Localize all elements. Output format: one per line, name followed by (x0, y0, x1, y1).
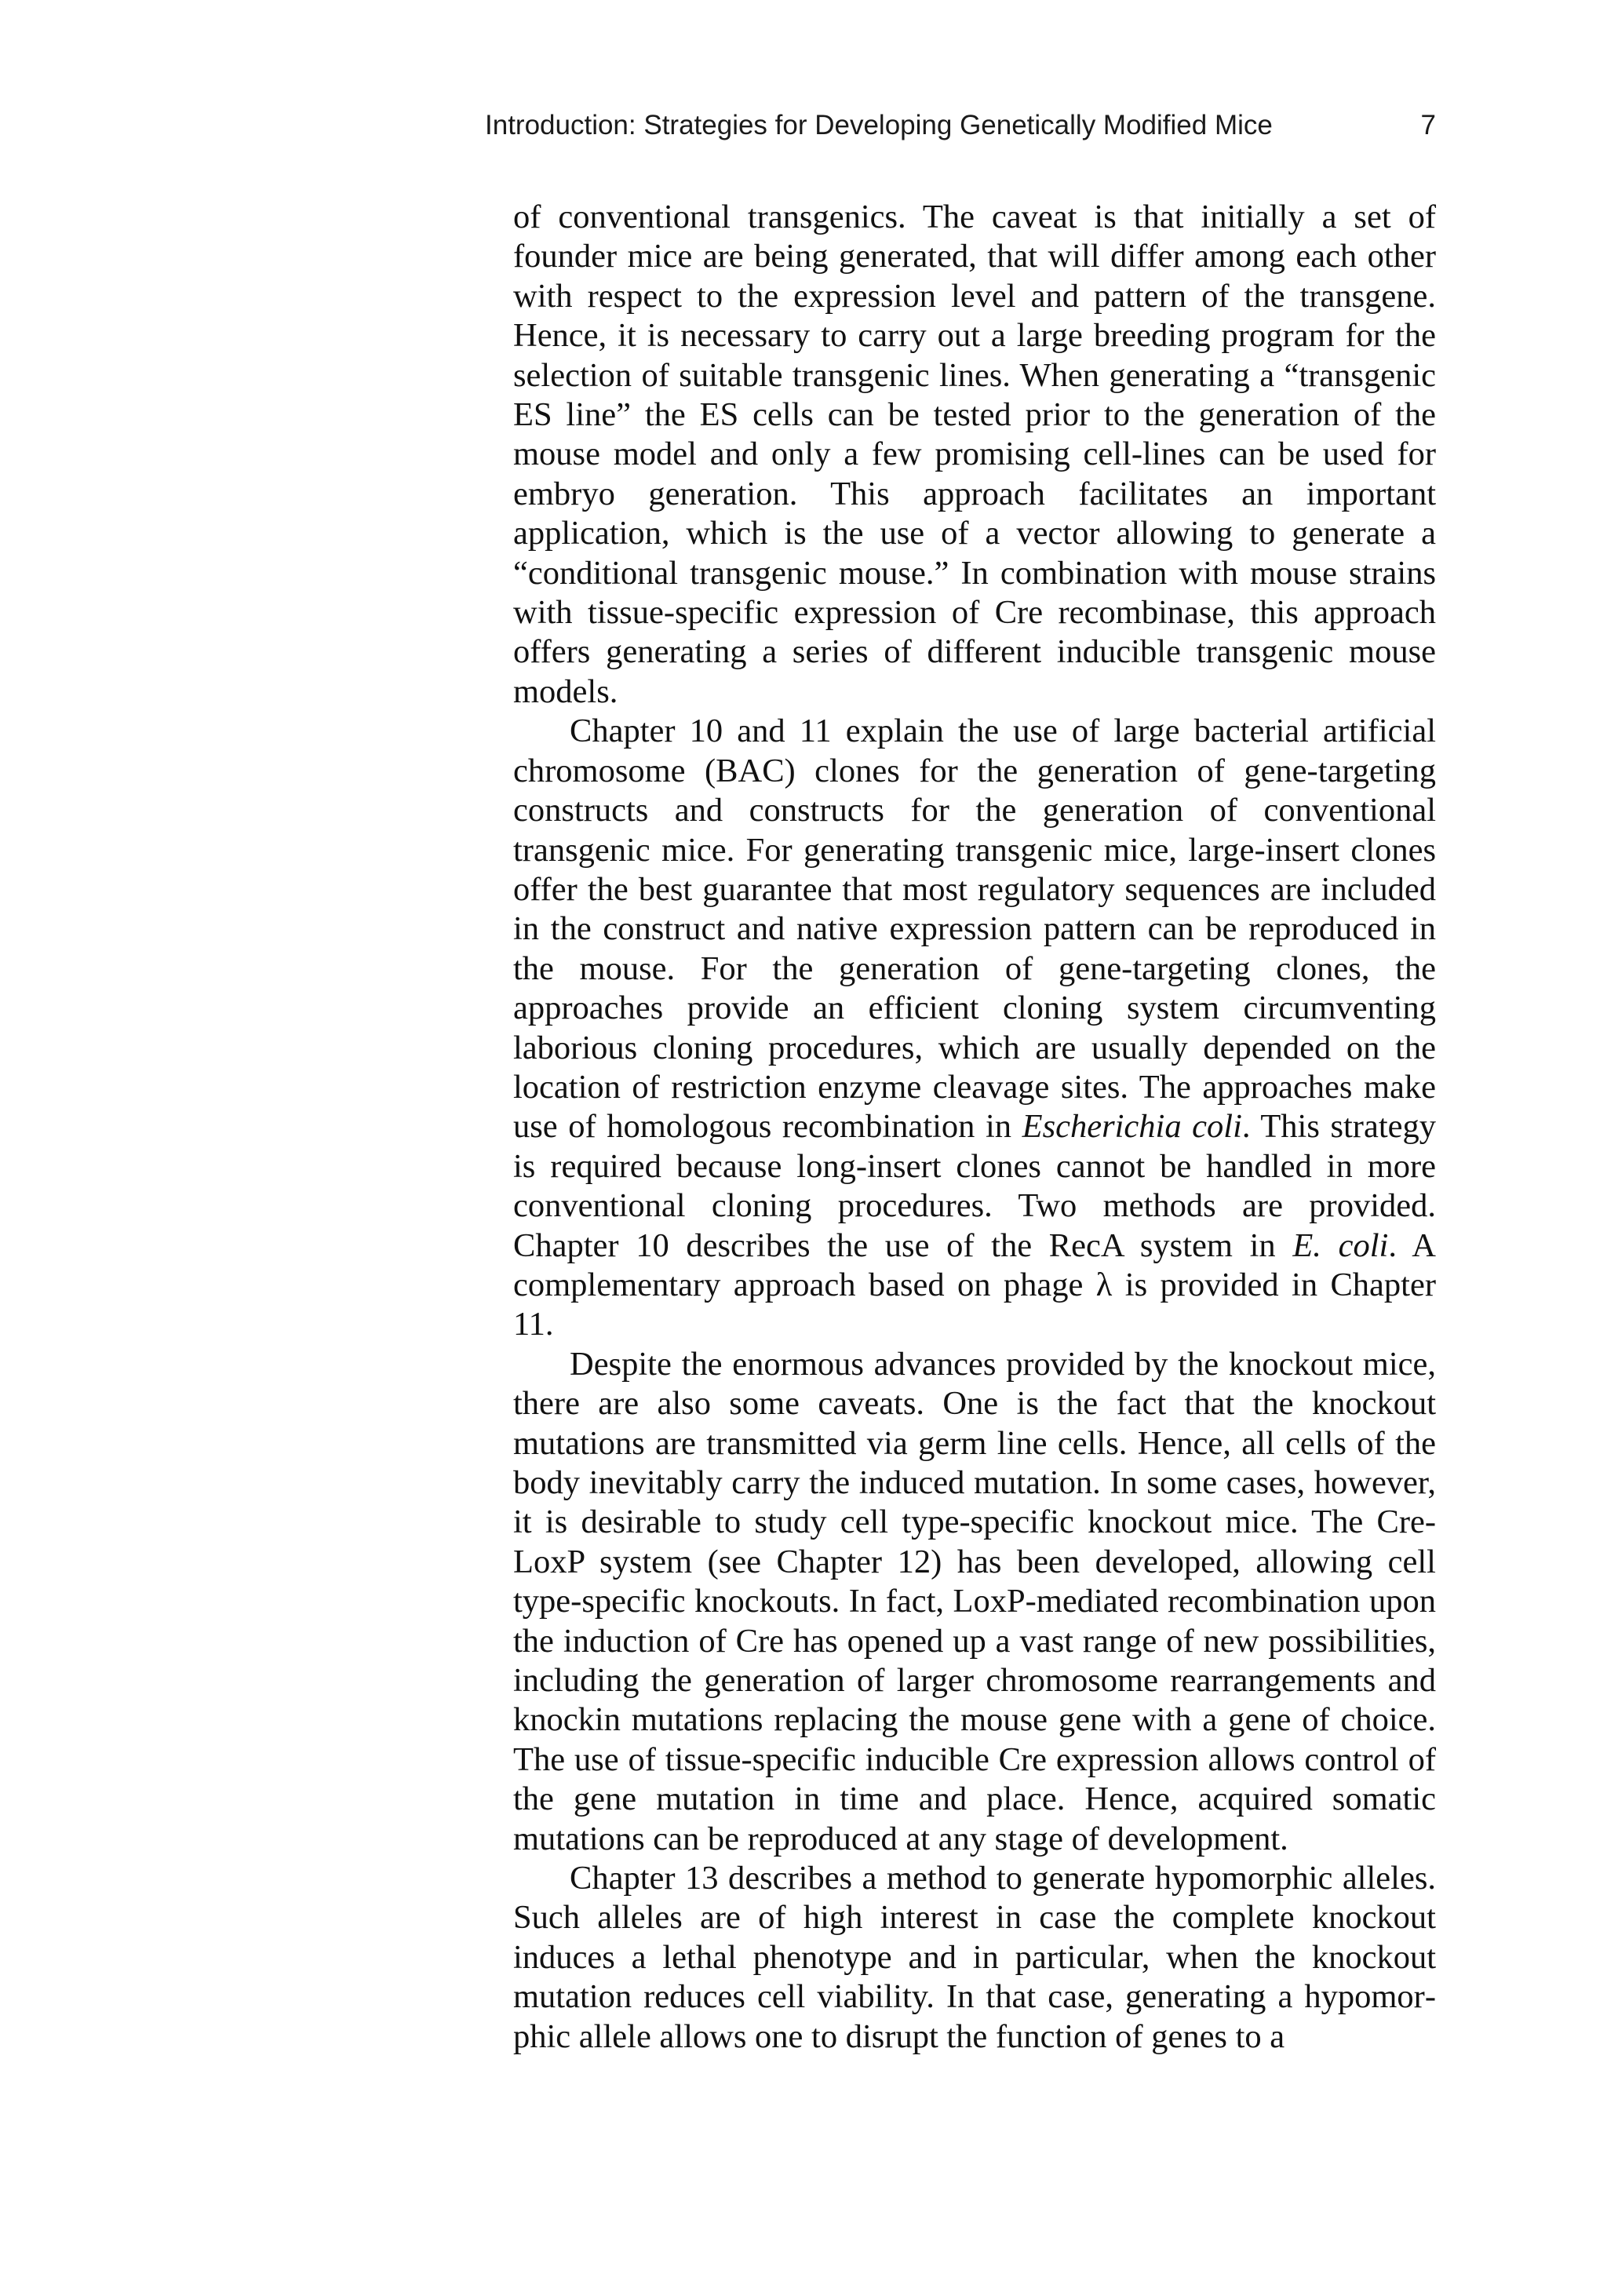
paragraph-3: Despite the enormous advances provided by the knockout mice, there are also some caveats. One is the fact that the knockout mutations are transmitted via germ line cells. Hence, all cells of the body inevitably carry the induced mutation. In some cases, however, it is desirable to study cell type-specific knockout mice. The Cre-LoxP system (see Chapter 12) has been developed, allowing cell type-specific knockouts. In fact, LoxP-mediated recombination upon the induction of Cre has opened up a vast range of new possibilities, including the generation of larger chromosome rearrangements and knockin mutations replacing the mouse gene with a gene of choice. The use of tissue-specific inducible Cre expression allows control of the gene mutation in time and place. Hence, acquired somatic mutations can be reproduced at any stage of development. (513, 1345, 1436, 1857)
paragraph-2 (513, 712, 1436, 1345)
paragraph-2-text-b: . This strategy is required because long-insert clones cannot be handled in more conventional cloning procedures. Two methods are provided. Chapter 10 describes the use of the RecA system in (513, 1108, 1436, 1264)
paragraph-2-text-c: . A complementary approach based on phage λ is provided in Chapter 11. (513, 1226, 1436, 1343)
body-text (513, 198, 1436, 2057)
running-header (485, 110, 1436, 148)
species-name-escherichia-coli: Escherichia coli (1022, 1108, 1242, 1146)
paragraph-1: of conventional transgenics. The caveat is that initially a set of founder mice are being generated, that will differ among each other with respect to the expression level and pattern of the transgene. Hence, it is necessary to carry out a large breeding program for the selection of suitable transgenic lines. When generating a “transgenic ES line” the ES cells can be tested prior to the generation of the mouse model and only a few promising cell-lines can be used for embryo generation. This approach facilitates an important application, which is the use of a vector allowing to generate a “conditional transgenic mouse.” In combination with mouse strains with tissue-specific expression of Cre recombinase, this approach offers generating a series of different inducible transgenic mouse models. (513, 199, 1436, 710)
paragraph-2-text-a: Chapter 10 and 11 explain the use of large bacterial artificial chromosome (BAC) clones for the generation of gene-targeting constructs and constructs for the generation of conventional transgenic mice. For generating transgenic mice, large-insert clones offer the best guarantee that most regulatory sequences are included in the construct and native expression pattern can be reproduced in the mouse. For the generation of gene-targeting clones, the approaches provide an efficient cloning system circumventing laborious cloning procedures, which are usually depended on the location of restriction enzyme cleavage sites. The approaches make use of homologous recombination in (513, 712, 1436, 1146)
running-title: Introduction: Strategies for Developing Genetically Modified Mice (485, 110, 1273, 140)
page-number: 7 (1420, 110, 1436, 140)
paragraph-4: Chapter 13 describes a method to generate hypomorphic alleles. Such alleles are of high interest in case the complete knockout induces a lethal phenotype and in particular, when the knockout mutation reduces cell viability. In that case, generating a hypomorphic allele allows one to disrupt the function of genes to a (513, 1860, 1436, 2055)
species-name-e-coli: E. coli (1292, 1226, 1389, 1264)
